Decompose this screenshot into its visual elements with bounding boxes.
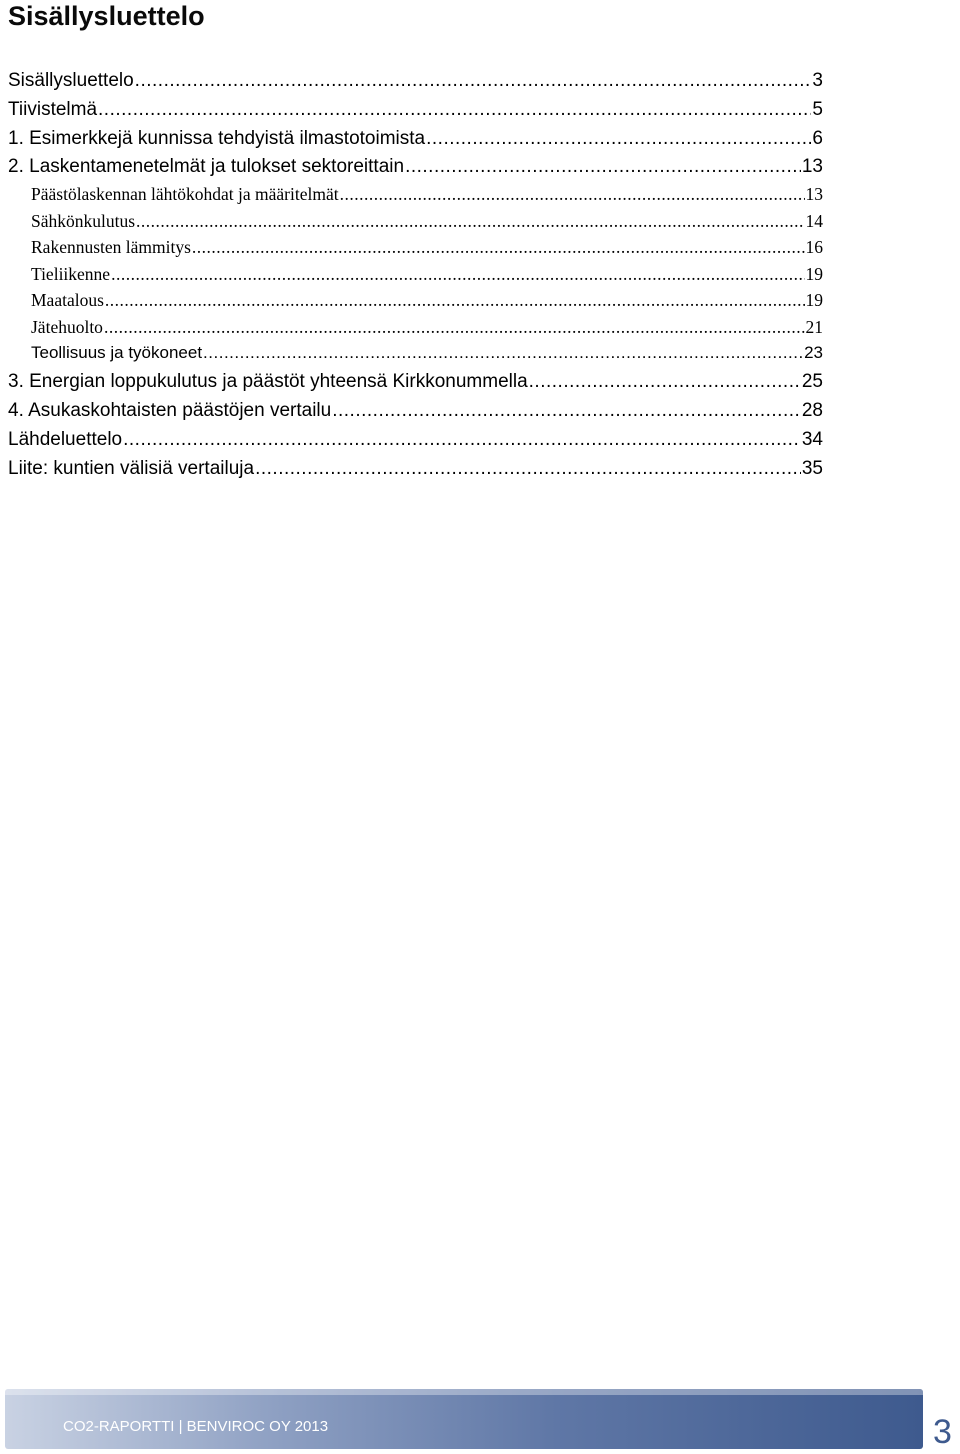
toc-dot-leader bbox=[332, 396, 801, 425]
toc-entry-page: 3 bbox=[811, 66, 823, 95]
toc-entry-chapter-4[interactable] bbox=[8, 396, 823, 425]
toc-entry-sahkonkulutus[interactable] bbox=[8, 208, 823, 235]
toc-entry-tieliikenne[interactable] bbox=[8, 261, 823, 288]
toc-entry-label: Jätehuolto bbox=[31, 314, 104, 341]
toc-entry-label: Lähdeluettelo bbox=[8, 425, 123, 454]
toc-dot-leader bbox=[105, 287, 805, 314]
toc-entry-paastolaskennan-lahtokohdat[interactable] bbox=[8, 181, 823, 208]
toc-entry-page: 13 bbox=[805, 181, 824, 208]
toc-dot-leader bbox=[192, 234, 805, 261]
toc-entry-page: 25 bbox=[801, 367, 823, 396]
page-title: Sisällysluettelo bbox=[8, 1, 205, 31]
toc-entry-lahdeluettelo[interactable] bbox=[8, 425, 823, 454]
toc-entry-teollisuus-ja-tyokoneet[interactable] bbox=[8, 340, 823, 367]
toc-entry-liite[interactable] bbox=[8, 454, 823, 483]
toc-entry-label: 4. Asukaskohtaisten päästöjen vertailu bbox=[8, 396, 332, 425]
toc-dot-leader bbox=[405, 153, 801, 181]
table-of-contents bbox=[8, 66, 823, 483]
toc-entry-label: Rakennusten lämmitys bbox=[31, 234, 192, 261]
toc-dot-leader bbox=[255, 454, 801, 483]
toc-entry-page: 16 bbox=[805, 234, 824, 261]
toc-entry-page: 23 bbox=[803, 340, 823, 367]
toc-dot-leader bbox=[98, 95, 811, 124]
footer-text: CO2-RAPORTTI | BENVIROC OY 2013 bbox=[63, 1418, 329, 1435]
toc-entry-label: Sisällysluettelo bbox=[8, 66, 135, 95]
toc-entry-label: Tieliikenne bbox=[31, 261, 111, 288]
toc-dot-leader bbox=[203, 340, 803, 367]
toc-entry-label: Tiivistelmä bbox=[8, 95, 98, 124]
toc-dot-leader bbox=[111, 261, 804, 288]
toc-entry-maatalous[interactable] bbox=[8, 287, 823, 314]
toc-dot-leader bbox=[123, 425, 801, 454]
toc-dot-leader bbox=[529, 367, 801, 396]
toc-entry-jatehuolto[interactable] bbox=[8, 314, 823, 341]
toc-entry-chapter-3[interactable] bbox=[8, 367, 823, 396]
toc-entry-chapter-2[interactable] bbox=[8, 153, 823, 181]
toc-entry-rakennusten-lammitys[interactable] bbox=[8, 234, 823, 261]
toc-entry-page: 19 bbox=[805, 287, 824, 314]
toc-dot-leader bbox=[426, 124, 811, 153]
toc-entry-page: 35 bbox=[801, 454, 823, 483]
toc-entry-page: 34 bbox=[801, 425, 823, 454]
page-number: 3 bbox=[933, 1413, 952, 1451]
toc-entry-label: 2. Laskentamenetelmät ja tulokset sektoreittain bbox=[8, 153, 405, 181]
toc-entry-page: 14 bbox=[805, 208, 824, 235]
toc-entry-page: 21 bbox=[805, 314, 824, 341]
toc-entry-label: Maatalous bbox=[31, 287, 105, 314]
toc-dot-leader bbox=[135, 66, 812, 95]
toc-entry-label: Teollisuus ja työkoneet bbox=[31, 340, 203, 367]
toc-entry-page: 6 bbox=[811, 124, 823, 153]
toc-entry-sisallysluettelo[interactable] bbox=[8, 66, 823, 95]
toc-entry-page: 5 bbox=[811, 95, 823, 124]
toc-entry-page: 19 bbox=[805, 261, 824, 288]
toc-dot-leader bbox=[104, 314, 805, 341]
toc-entry-label: Liite: kuntien välisiä vertailuja bbox=[8, 454, 255, 483]
toc-entry-label: Päästölaskennan lähtökohdat ja määritelmät bbox=[31, 181, 340, 208]
toc-entry-label: 1. Esimerkkejä kunnissa tehdyistä ilmastotoimista bbox=[8, 124, 426, 153]
toc-entry-page: 13 bbox=[801, 153, 823, 181]
toc-dot-leader bbox=[136, 208, 804, 235]
toc-entry-page: 28 bbox=[801, 396, 823, 425]
toc-entry-label: 3. Energian loppukulutus ja päästöt yhteensä Kirkkonummella bbox=[8, 367, 529, 396]
toc-dot-leader bbox=[340, 181, 805, 208]
toc-entry-label: Sähkönkulutus bbox=[31, 208, 136, 235]
toc-entry-chapter-1[interactable] bbox=[8, 124, 823, 153]
toc-entry-tiivistelma[interactable] bbox=[8, 95, 823, 124]
